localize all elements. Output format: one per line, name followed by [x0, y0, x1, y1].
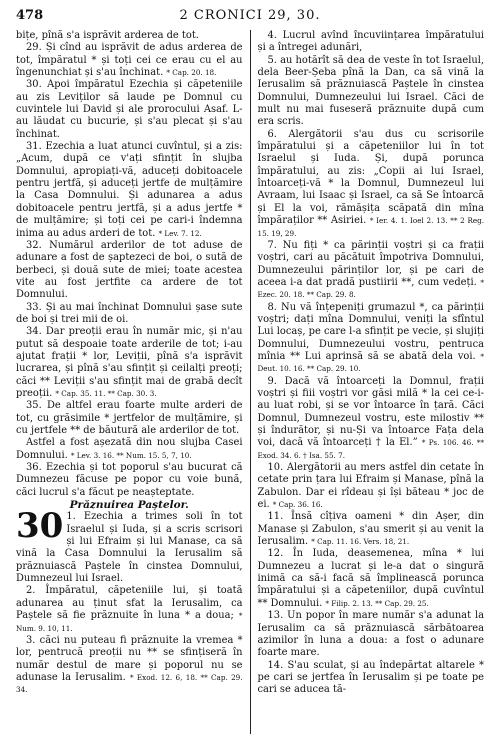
- verse-number: 14.: [267, 659, 284, 671]
- verse: [16, 302, 243, 327]
- verse: [16, 635, 243, 697]
- verse: [16, 326, 243, 400]
- section-title: Prăznuirea Paștelor.: [69, 499, 189, 512]
- verse-text: Alergătorii s'au dus cu scrisorile împăratului și a căpeteniilor lui în tot Israelul și Iuda. Și, după porunca împăratului, au zis: „Copii ai lui Israel, întoarceți-vă * la Domnul, Dumnezeul lui Avraam, lui Isaac și Israel, ca să Se întoarcă și El la voi, rămășița scăpată din mîna împăraților ** Asiriei.: [257, 128, 484, 227]
- verse-number: 5.: [267, 54, 277, 66]
- verse: [16, 141, 243, 240]
- verse-text: Alergătorii au mers astfel din cetate în cetate prin țara lui Efraim și Manase, pînă la Zabulon. Dar ei rîdeau și își băteau * joc de ei.: [257, 462, 484, 511]
- cross-reference: * Lev. 7. 12.: [158, 228, 202, 238]
- verse-text: Împăratul, căpeteniile lui, și toată adunarea au ținut sfat la Ierusalim, ca Paștele să fie prăznuite în luna * a doua;: [16, 585, 243, 622]
- verse: [16, 400, 243, 437]
- verse-number: 4.: [267, 30, 277, 41]
- verse-text: Dacă vă întoarceți la Domnul, frații voștri și fiii voștri vor găsi milă * la cei ce-i-au luat robi, și se vor întoarce în țară. Căci Domnul, Dumnezeul vostru, este milostiv ** și îndurător, și nu-Și va întoarce Fața dela voi, dacă vă întoarceți † la El.”: [257, 375, 484, 449]
- verse: [258, 30, 485, 55]
- verse-number: 8.: [267, 301, 277, 313]
- verse-number: 9.: [267, 375, 277, 387]
- verse-number: 35.: [26, 400, 42, 412]
- verse-text: bițe, pînă s'a isprăvit arderea de tot.: [16, 30, 199, 41]
- cross-reference: * Lev. 3. 16. ** Num. 15. 5, 7, 10.: [70, 450, 192, 460]
- verse-text: Nu vă înțepeniți grumazul *, ca părinții voștri; dați mîna Domnului, veniți la sfîntul Lui locaș, pe care l-a sfințit pe vecie, și slujiți Domnului, Dumnezeului vostru, pentruca mînia ** Lui aprinsă să se abată dela voi.: [257, 301, 484, 362]
- verse: [16, 240, 243, 302]
- verse-number: 33.: [26, 301, 42, 313]
- verse-number: 13.: [267, 610, 284, 622]
- verse: [258, 376, 485, 462]
- verse-text: Ezechia a luat atunci cuvîntul, și a zis: „Acum, după ce v'ați sfințit în slujba Domnului, apropiați-vă, aduceți dobitoacele pentru jertfă, și aduceți jertfe de mulțămire la Casa Domnului. Și adunarea a adus dobitoacele pentru jertfă, și a adus jertfe * de mulțămire; și toți cei pe cari-i îndemna inima au adus arderi de tot.: [16, 141, 243, 239]
- verse-text: Însă cîțiva oameni * din Așer, din Manase și Zabulon, s'au smerit și au venit la Ierusalim.: [257, 511, 484, 548]
- cross-reference: * Cap. 36. 16.: [272, 500, 323, 510]
- verse-number: 3.: [26, 634, 36, 646]
- verse: [16, 437, 243, 462]
- cross-reference: * Num. 9. 10, 11.: [16, 611, 243, 633]
- verse: [258, 511, 485, 548]
- verse-text: De altfel erau foarte multe arderi de tot, cu grăsimile * jertfelor de mulțămire, și cu jertfele ** de băutură ale arderilor de tot.: [16, 400, 243, 436]
- running-title: 2 CRONICI 29, 30.: [179, 8, 321, 23]
- verse: [16, 462, 243, 499]
- verse: [258, 55, 485, 129]
- verse-number: 7.: [267, 239, 277, 251]
- verse: [16, 79, 243, 141]
- verse-text: Lucrul avînd încuviințarea împăratului și a întregei adunări,: [257, 30, 484, 54]
- verse-number: 29.: [26, 42, 42, 54]
- verse-text: Și au mai închinat Domnului șase sute de boi și trei mii de oi.: [16, 301, 243, 325]
- verse-number: 10.: [267, 462, 284, 474]
- cross-reference: * Ps. 106. 46. ** Exod. 34. 6. † Isa. 55. 7.: [257, 438, 484, 460]
- page-header: [16, 8, 484, 28]
- cross-reference: * Ier. 4. 1. Ioel 2. 13. ** 2 Reg. 15. 19, 29.: [257, 216, 484, 238]
- chapter-number: 30: [16, 506, 64, 547]
- verse-number: 1.: [66, 511, 76, 523]
- verse: [258, 302, 485, 376]
- verse-text: Ezechia a trimes soli în tot Israelul și Iuda, și a scris scrisori și lui Efraim și lui Manase, ca să vină la Casa Domnului la Ierusalim să prăznuiască Paștele în cinstea Domnului, Dumnezeul lui Israel.: [16, 511, 243, 585]
- verse-number: 30.: [26, 79, 42, 91]
- verse: [16, 42, 243, 79]
- verse-number: 12.: [267, 548, 284, 560]
- page-number: 478: [16, 8, 44, 23]
- verse-text: Numărul arderilor de tot aduse de adunare a fost de șaptezeci de boi, o sută de berbeci, și două sute de miei; toate acestea vite au fost jertfite ca ardere de tot Domnului.: [16, 239, 243, 301]
- verse-number: 36.: [26, 462, 42, 474]
- verse-number: 11.: [267, 511, 284, 523]
- verse: [258, 462, 485, 511]
- verse-text: Dar preoții erau în număr mic, și n'au putut să despoaie toate arderile de tot; i-au ajutat frații * lor, Leviții, pînă s'a isprăvit lucrarea, și pînă s'au sfințit și ceilalți preoți; căci ** Leviții s'au sfințit mai de grabă decît preoții.: [16, 326, 243, 399]
- verse-text: Nu fiți * ca părinții voștri și ca frații voștri, cari au păcătuit împotriva Domnului, Dumnezeului părinților lor, și pe cari de aceea i-a dat pradă pustiirii **, cum vedeți.: [257, 239, 484, 288]
- text-columns: [16, 30, 484, 734]
- verse: [258, 660, 485, 697]
- verse-number: 2.: [26, 585, 36, 597]
- verse-number: 34.: [26, 326, 42, 338]
- cross-reference: * Cap. 20. 18.: [166, 68, 217, 78]
- verse: [258, 548, 485, 610]
- verse-text: căci nu puteau fi prăznuite la vremea * lor, pentrucă preoții nu ** se sfințiseră în număr destul de mare și poporul nu se adunase la Ierusalim.: [16, 634, 243, 683]
- cross-reference: * Cap. 11. 16. Vers. 18, 21.: [311, 537, 410, 547]
- verse-number: 31.: [26, 141, 42, 153]
- verse-number: 32.: [26, 239, 42, 251]
- right-column: [251, 30, 485, 734]
- verse: [16, 30, 243, 42]
- cross-reference: * Filip. 2. 13. ** Cap. 29. 25.: [325, 598, 429, 608]
- verse-number: 6.: [267, 128, 277, 140]
- verse: [258, 610, 485, 659]
- left-column: [16, 30, 250, 734]
- verse-text: În Iuda, deasemenea, mîna * lui Dumnezeu a lucrat și le-a dat o singură inimă ca să-i facă să împlinească porunca împăratului și a căpeteniilor, după cuvîntul ** Domnului.: [257, 548, 484, 609]
- verse-text: Astfel a fost așezată din nou slujba Casei Domnului.: [16, 437, 243, 461]
- cross-reference: * Ezec. 20. 18. ** Cap. 29. 8.: [257, 277, 484, 300]
- verse: [258, 129, 485, 240]
- verse-text: au hotărît să dea de veste în tot Israelul, dela Beer-Șeba pînă la Dan, ca să vină la Ierusalim să prăznuiască Paștele în cinstea Domnului, Dumnezeului lui Israel. Căci de mult nu mai fuseseră prăznuite după cum era scris.: [257, 54, 484, 128]
- cross-reference: * Deut. 10. 16. ** Cap. 29. 10.: [257, 351, 484, 374]
- verse: [16, 585, 243, 634]
- verse-text: Apoi împăratul Ezechia și căpeteniile au zis Leviților să laude pe Domnul cu cuvintele lui David și ale prorocului Asaf. L-au lăudat cu bucurie, și s'au plecat și s'au închinat.: [16, 79, 243, 140]
- verse-text: Un popor în mare număr s'a adunat la Ierusalim ca să prăznuiască sărbătoarea azimilor în luna a doua: a fost o adunare foarte mare.: [257, 610, 484, 659]
- cross-reference: * Cap. 35. 11. ** Cap. 30. 3.: [55, 388, 157, 398]
- verse-text: S'au sculat, și au îndepărtat altarele * pe cari se jertfea în Ierusalim și pe toate pe cari se aducea tă-: [257, 659, 484, 696]
- cross-reference: * Exod. 12. 6, 18. ** Cap. 29. 34.: [16, 672, 243, 695]
- verse: [258, 240, 485, 302]
- verse-text: Ezechia și tot poporul s'au bucurat că Dumnezeu făcuse pe popor cu voie bună, căci lucrul s'a făcut pe neașteptate.: [16, 462, 243, 498]
- verse: [16, 506, 243, 585]
- verse-text: Și cînd au isprăvit de adus arderea de tot, împăratul * și toți cei ce erau cu el au îngenunchiat și s'au închinat.: [16, 42, 243, 79]
